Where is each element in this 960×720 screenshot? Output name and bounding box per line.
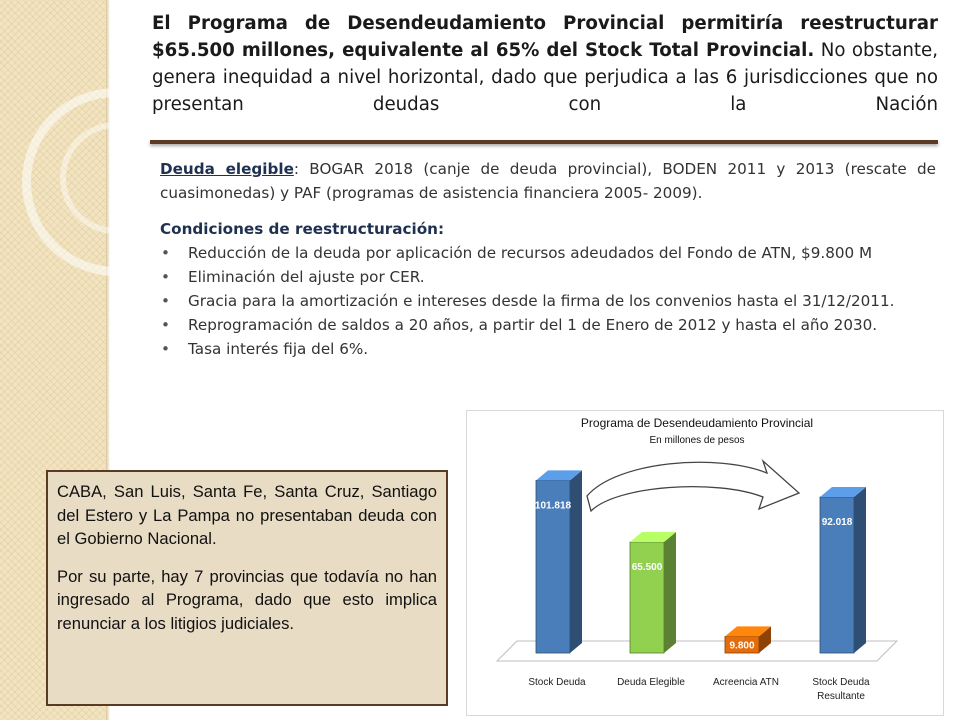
deuda-paragraph xyxy=(160,157,936,205)
condition-item: • Reducción de la deuda por aplicación de recursos adeudados del Fondo de ATN, $9.800 M xyxy=(160,241,936,265)
body-text xyxy=(160,157,936,361)
category-label: Stock Deuda Resultante xyxy=(812,677,870,702)
condition-item: • Reprogramación de saldos a 20 años, a partir del 1 de Enero de 2012 y hasta el año 2030. xyxy=(160,313,936,337)
bar-value-label: 92.018 xyxy=(821,517,853,529)
category-labels xyxy=(528,677,870,702)
transfer-arrow xyxy=(587,461,799,511)
bar-1 xyxy=(630,532,676,653)
conditions-title: Condiciones de reestructuración: xyxy=(160,220,445,238)
bar-group xyxy=(535,470,866,653)
bar-value-label: 101.818 xyxy=(534,500,572,512)
bar-3 xyxy=(820,487,866,653)
note-paragraph-1: CABA, San Luis, Santa Fe, Santa Cruz, Santiago del Estero y La Pampa no presentaban deuda con el Gobierno Nacional. xyxy=(57,482,437,548)
bar-side xyxy=(664,532,676,653)
headline-rest: No obstante, genera inequidad a nivel horizontal, dado que perjudica a las 6 jurisdicciones que no presentan deudas con la Nación xyxy=(152,40,938,115)
chart-title: Programa de Desendeudamiento Provincial xyxy=(580,416,814,430)
bar-side xyxy=(570,470,582,653)
headline-bold: El Programa de Desendeudamiento Provincial permitiría reestructurar $65.500 millones, equivalente al 65% del Stock Total Provincial. xyxy=(152,13,938,61)
bar-0 xyxy=(535,470,582,653)
headline xyxy=(152,10,938,118)
chart-subtitle: En millones de pesos xyxy=(649,435,745,446)
bar-side xyxy=(854,487,866,653)
decorative-ring-small xyxy=(60,122,172,234)
category-label: Stock Deuda xyxy=(528,677,586,688)
bar-value-label: 65.500 xyxy=(631,561,663,573)
bar-front xyxy=(630,542,664,653)
bar-value-label: 9.800 xyxy=(729,640,755,652)
conditions-list xyxy=(160,241,936,361)
condition-item: • Eliminación del ajuste por CER. xyxy=(160,265,936,289)
provinces-note-box xyxy=(46,470,448,706)
deuda-label: Deuda elegible xyxy=(160,160,294,178)
category-label: Deuda Elegible xyxy=(617,677,685,688)
bar-chart xyxy=(467,411,943,715)
chart-container xyxy=(466,410,944,716)
note-paragraph-2: Por su parte, hay 7 provincias que todavía no han ingresado al Programa, dado que esto implica renunciar a los litigios judiciales. xyxy=(57,566,437,633)
condition-item: • Gracia para la amortización e intereses desde la firma de los convenios hasta el 31/12/2011. xyxy=(160,289,936,313)
deuda-text: : BOGAR 2018 (canje de deuda provincial), BODEN 2011 y 2013 (rescate de cuasimonedas) y PAF (programas de asistencia financiera 2005- 2009). xyxy=(160,160,937,202)
headline-divider xyxy=(150,140,938,144)
category-label: Acreencia ATN xyxy=(713,677,779,688)
condition-item: • Tasa interés fija del 6%. xyxy=(160,337,936,361)
